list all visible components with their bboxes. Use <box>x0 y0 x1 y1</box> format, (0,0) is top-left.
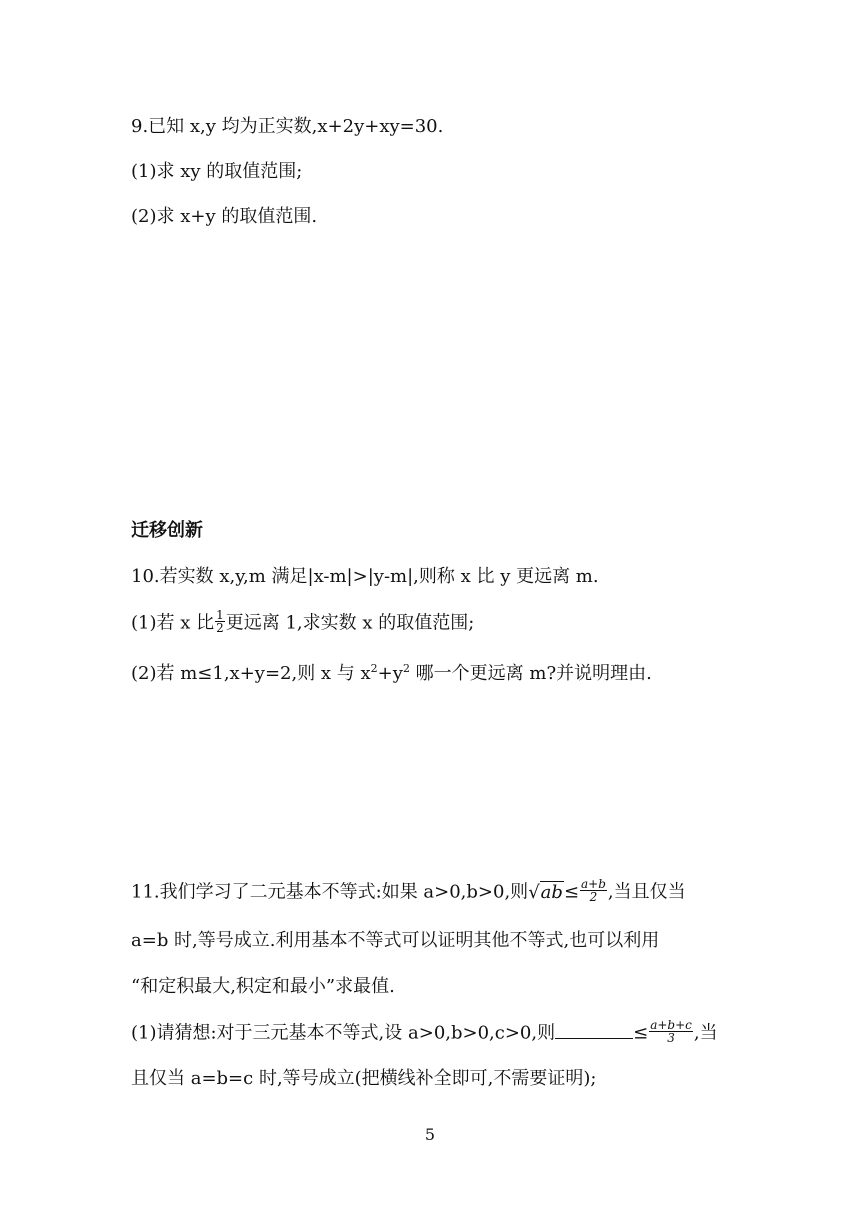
q10-part2-pre: (2)若 m≤1,x+y=2,则 x 与 x <box>131 663 371 684</box>
q9-part2: (2)求 x+y 的取值范围. <box>131 206 318 227</box>
section-title: 迁移创新 <box>131 520 203 541</box>
q11-line2: a=b 时,等号成立.利用基本不等式可以证明其他不等式,也可以利用 <box>131 930 660 951</box>
q11-part1 <box>131 1018 718 1046</box>
page-number: 5 <box>424 1125 436 1144</box>
q11-line1-post: ,当且仅当 <box>607 881 686 903</box>
fraction-numerator: a+b <box>581 877 606 891</box>
fraction-a-plus-b-over-2 <box>580 878 607 903</box>
fraction-a-plus-b-plus-c-over-3 <box>649 1019 693 1044</box>
q11-part1-line2: 且仅当 a=b=c 时,等号成立(把横线补全即可,不需要证明); <box>131 1068 597 1089</box>
q10-stem: 10.若实数 x,y,m 满足|x-m|>|y-m|,则称 x 比 y 更远离 m. <box>131 566 599 587</box>
q10-part1 <box>131 608 475 636</box>
q10-part2-post: 哪一个更远离 m?并说明理由. <box>409 663 652 684</box>
q10-part2 <box>131 658 652 685</box>
q9-stem: 9.已知 x,y 均为正实数,x+2y+xy=30. <box>131 116 444 137</box>
sqrt-radicand: ab <box>540 881 563 903</box>
fraction-numerator: 1 <box>216 608 224 622</box>
q9-part1: (1)求 xy 的取值范围; <box>131 161 303 182</box>
q11-line1-pre: 11.我们学习了二元基本不等式:如果 a>0,b>0,则 <box>131 881 529 903</box>
fraction-denominator: 2 <box>589 890 598 904</box>
fraction-denominator: 3 <box>667 1031 675 1045</box>
fraction-one-half <box>215 609 225 634</box>
q10-part2-mid: +y <box>377 663 403 684</box>
superscript: 2 <box>402 662 410 675</box>
q11-line3: “和定积最大,积定和最小”求最值. <box>131 976 395 997</box>
sqrt-ab: √ab <box>528 881 563 903</box>
q11-part1-pre: (1)请猜想:对于三元基本不等式,设 a>0,b>0,c>0,则 <box>131 1022 556 1044</box>
fraction-numerator: a+b+c <box>650 1018 692 1032</box>
fraction-denominator: 2 <box>216 621 224 635</box>
le-sign: ≤ <box>633 1022 649 1044</box>
q10-part1-pre: (1)若 x 比 <box>131 612 215 634</box>
answer-blank <box>555 1022 633 1039</box>
superscript: 2 <box>370 662 378 675</box>
q11-part1-post: ,当 <box>693 1022 718 1044</box>
q10-part1-post: 更远离 1,求实数 x 的取值范围; <box>225 612 475 634</box>
le-sign: ≤ <box>563 881 580 903</box>
q11-line1 <box>131 877 686 905</box>
